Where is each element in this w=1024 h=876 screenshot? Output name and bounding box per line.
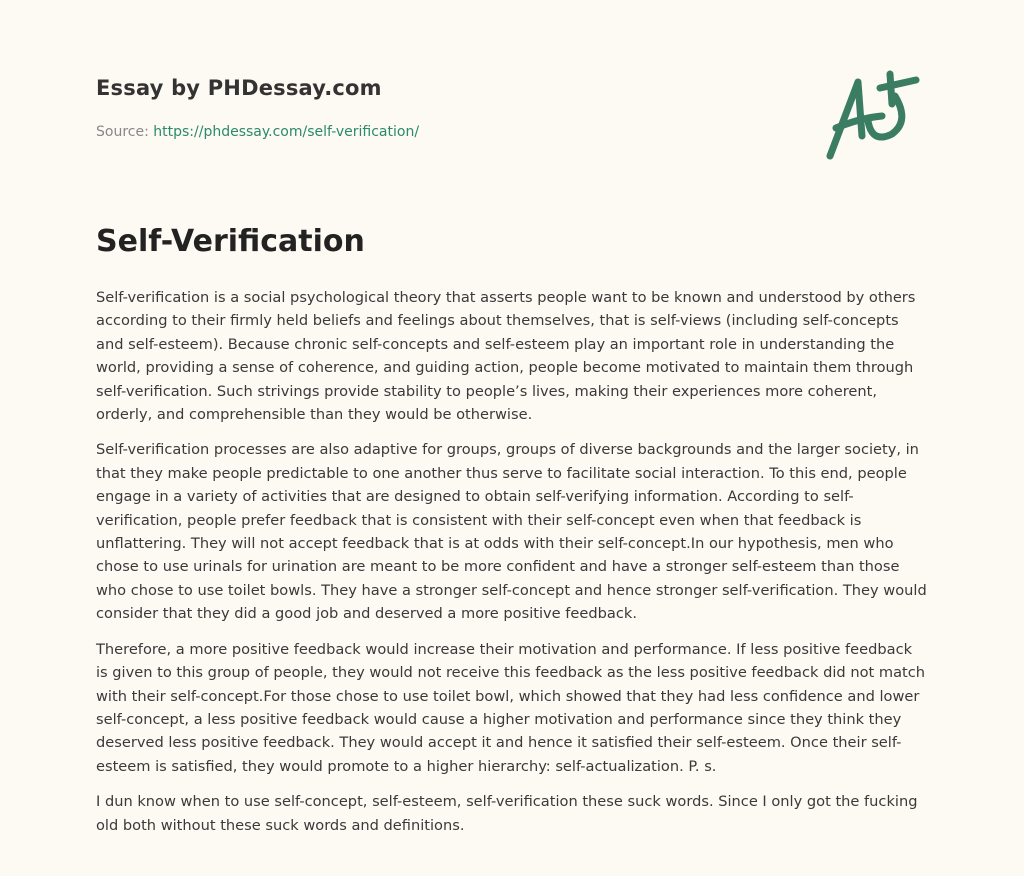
essay-body: [96, 286, 928, 849]
a-plus-logo-icon: [820, 66, 930, 166]
source-label: Source:: [96, 124, 149, 140]
essay-title: Self-Verification: [96, 224, 365, 259]
site-brand: Essay by PHDessay.com: [96, 76, 382, 100]
essay-paragraph: I dun know when to use self-concept, self-esteem, self-verification these suck words. Since I only got the fucking old both without these suck words and definitions.: [96, 793, 918, 834]
essay-paragraph: Therefore, a more positive feedback would increase their motivation and performance. If less positive feedback is given to this group of people, they would not receive this feedback as the less positive feedback did not match with their self-concept.For those chose to use toilet bowl, which showed that they had less confidence and lower self-concept, a less positive feedback would cause a higher motivation and performance since they think they deserved less positive feedback. They would accept it and hence it satisfied their self-esteem. Once their self-esteem is satisfied, they would promote to a higher hierarchy: self-actualization. P. s.: [96, 640, 926, 775]
source-line: [96, 124, 419, 140]
source-link[interactable]: https://phdessay.com/self-verification/: [153, 124, 420, 140]
essay-paragraph: Self-verification is a social psychological theory that asserts people want to be known and understood by others according to their firmly held beliefs and feelings about themselves, that is self-views (including self-concepts and self-esteem). Because chronic self-concepts and self-esteem play an important role in understanding the world, providing a sense of coherence, and guiding action, people become motivated to maintain them through self-verification. Such strivings provide stability to people’s lives, making their experiences more coherent, orderly, and comprehensible than they would be otherwise.: [96, 289, 916, 424]
essay-paragraph: Self-verification processes are also adaptive for groups, groups of diverse backgrounds and the larger society, in that they make people predictable to one another thus serve to facilitate social interaction. To this end, people engage in a variety of activities that are designed to obtain self-verifying information. According to self-verification, people prefer feedback that is consistent with their self-concept even when that feedback is unflattering. They will not accept feedback that is at odds with their self-concept.In our hypothesis, men who chose to use urinals for urination are meant to be more confident and have a stronger self-esteem than those who chose to use toilet bowls. They have a stronger self-concept and hence stronger self-verification. They would consider that they did a good job and deserved a more positive feedback.: [96, 441, 927, 623]
